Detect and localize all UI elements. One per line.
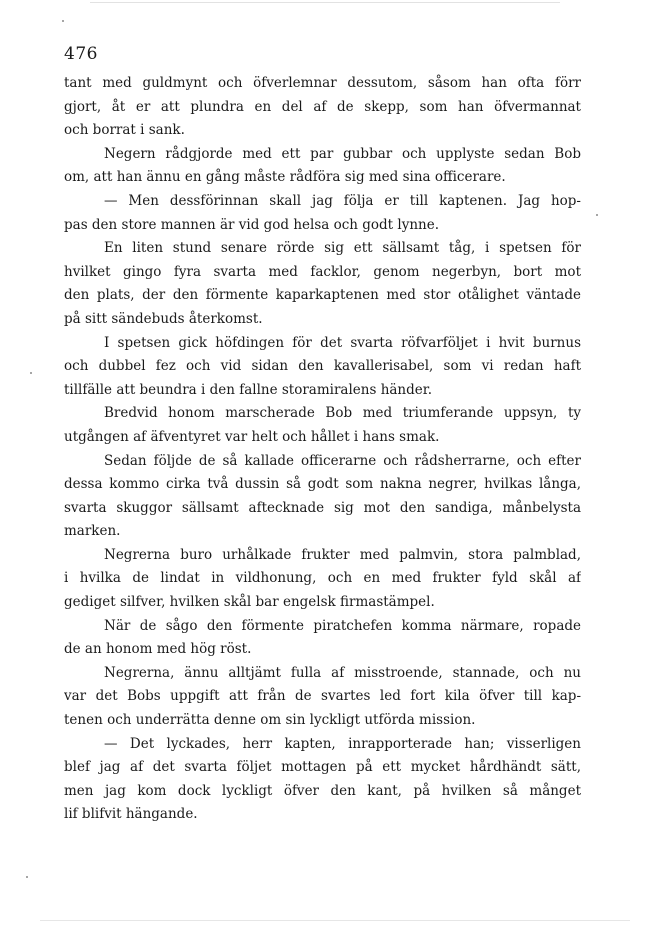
- scan-speck: [26, 876, 28, 878]
- text-line: — Men dessförinnan skall jag följa er till kaptenen. Jag hop-: [104, 192, 581, 209]
- text-line: dessa kommo cirka två dussin så godt som nakna negrer, hvilkas långa,: [64, 476, 581, 493]
- text-line: var det Bobs uppgift att från de svartes led fort kila öfver till kap-: [64, 688, 581, 705]
- text-line: den plats, der den förmente kaparkaptenen med stor otålighet väntade: [64, 287, 581, 304]
- text-line: tillfälle att beundra i den fallne storamiralens händer.: [64, 381, 433, 398]
- text-line: hvilket gingo fyra svarta med facklor, genom negerbyn, bort mot: [64, 263, 581, 280]
- text-line: på sitt sändebuds återkomst.: [64, 310, 263, 327]
- text-line: pas den store mannen är vid god helsa och godt lynne.: [64, 216, 440, 233]
- text-line: När de sågo den förmente piratchefen komma närmare, ropade: [104, 617, 581, 634]
- text-line: Negern rådgjorde med ett par gubbar och upplyste sedan Bob: [104, 145, 581, 162]
- text-line: — Det lyckades, herr kapten, inrapporterade han; visserligen: [104, 735, 581, 752]
- text-line: Sedan följde de så kallade officerarne och rådsherrarne, och efter: [104, 452, 581, 469]
- text-line: I spetsen gick höfdingen för det svarta röfvarföljet i hvit burnus: [104, 334, 581, 351]
- text-line: tenen och underrätta denne om sin lyckligt utförda mission.: [64, 712, 476, 729]
- text-line: gediget silfver, hvilken skål bar engelsk firmastämpel.: [64, 594, 435, 611]
- text-line: Negrerna, ännu alltjämt fulla af misstroende, stannade, och nu: [104, 664, 581, 681]
- text-line: lif blifvit hängande.: [64, 806, 198, 823]
- page-number: 476: [64, 44, 98, 64]
- text-line: Bredvid honom marscherade Bob med triumferande uppsyn, ty: [104, 405, 581, 422]
- text-line: svarta skuggor sällsamt aftecknade sig mot den sandiga, månbelysta: [64, 499, 581, 516]
- text-line: och dubbel fez och vid sidan den kavallerisabel, som vi redan haft: [64, 358, 581, 375]
- text-line: En liten stund senare rörde sig ett sällsamt tåg, i spetsen för: [104, 240, 581, 257]
- text-line: och borrat i sank.: [64, 122, 185, 139]
- scan-speck: [30, 372, 32, 374]
- scan-speck: [596, 214, 598, 216]
- text-line: men jag kom dock lyckligt öfver den kant, på hvilken så månget: [64, 782, 581, 799]
- text-line: i hvilka de lindat in vildhonung, och en med frukter fyld skål af: [64, 570, 581, 587]
- scan-edge-bottom: [40, 920, 630, 921]
- text-line: Negrerna buro urhålkade frukter med palmvin, stora palmblad,: [104, 546, 581, 563]
- body-text: [64, 72, 581, 827]
- scan-edge-top: [90, 2, 560, 3]
- text-line: marken.: [64, 523, 121, 540]
- text-line: blef jag af det svarta följet mottagen på ett mycket hårdhändt sätt,: [64, 759, 581, 776]
- text-line: utgången af äfventyret var helt och hållet i hans smak.: [64, 428, 440, 445]
- text-line: om, att han ännu en gång måste rådföra sig med sina officerare.: [64, 169, 506, 186]
- text-line: tant med guldmynt och öfverlemnar dessutom, såsom han ofta förr: [64, 75, 581, 91]
- text-line: gjort, åt er att plundra en del af de skepp, som han öfvermannat: [64, 98, 581, 115]
- text-line: de an honom med hög röst.: [64, 641, 252, 658]
- scan-speck: [62, 20, 64, 22]
